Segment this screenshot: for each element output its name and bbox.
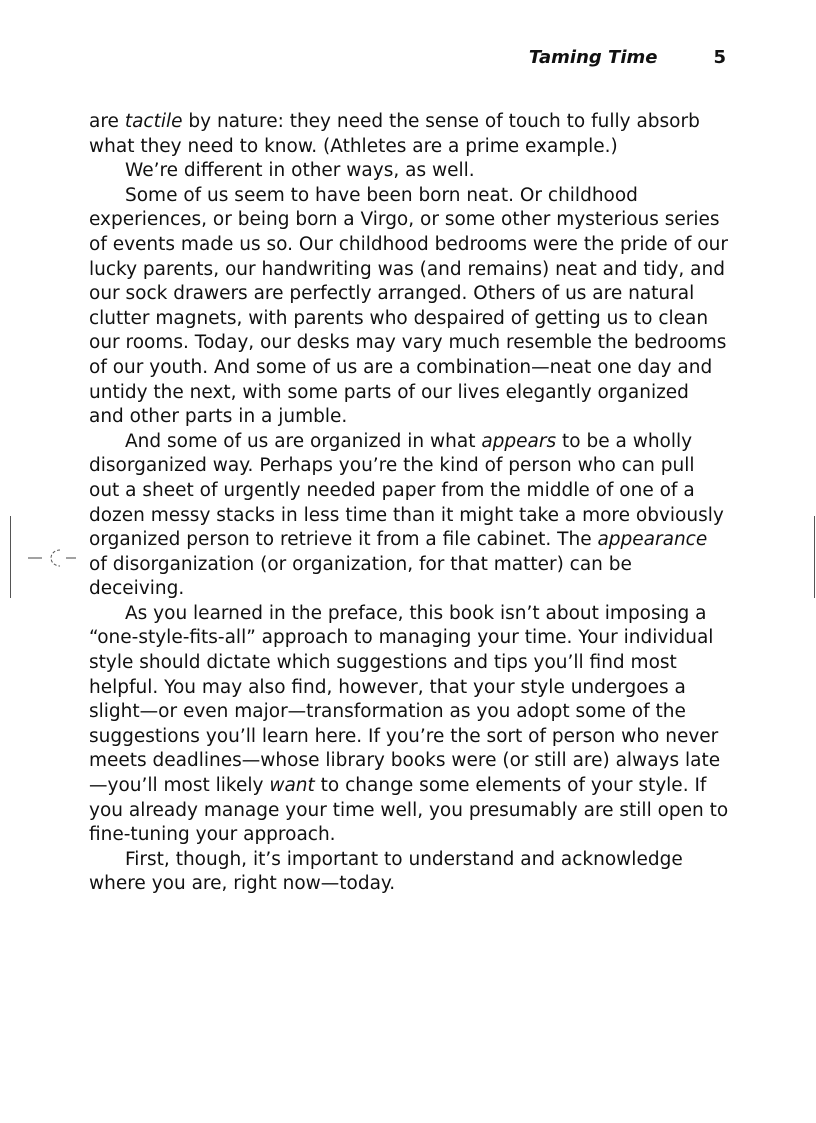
text-run: We’re different in other ways, as well.: [125, 160, 475, 182]
text-run: And some of us are organized in what: [125, 430, 482, 452]
text-run: by nature: they need the sense of touch to fully absorb what they need to know. (Athletes are a prime example.): [89, 111, 700, 157]
text-run: Some of us seem to have been born neat. Or childhood experiences, or being born a Virgo, or some other mysterious series of events made us so. Our childhood bedrooms were the pride of our lucky parents, our handwriting was (and remains) neat and tidy, and our sock drawers are perfectly arranged. Others of us are natural clutter magnets, with parents who despaired of getting us to clean our rooms. Today, our desks may vary much resemble the bedrooms of our youth. And some of us are a combination—neat one day and untidy the next, with some parts of our lives elegantly organized and other parts in a jumble.: [89, 184, 728, 428]
crop-rule-right: [814, 516, 815, 598]
crop-rule-left: [10, 516, 11, 598]
text-run: As you learned in the preface, this book isn’t about imposing a “one-style-fits-all” approach to managing your time. Your individual style should dictate which suggestions and tips you’ll find most helpful. You may also find, however, that your style undergoes a slight—or even major—transformation as you adopt some of the suggestions you’ll learn here. If you’re the sort of person who never meets deadlines—whose library books were (or still are) always late—you’ll most likely: [89, 602, 721, 797]
paragraph: [89, 184, 729, 430]
paragraph: [89, 110, 729, 159]
body-text: [89, 110, 729, 897]
text-run: of disorganization (or organization, for that matter) can be deceiving.: [89, 553, 632, 600]
emphasis-text: want: [269, 775, 315, 797]
paragraph: [89, 602, 729, 848]
page-number: 5: [713, 47, 726, 68]
text-run: to change some elements of your style. If you already manage your time well, you presumably are still open to fine-tuning your approach.: [89, 775, 729, 846]
emphasis-text: tactile: [124, 111, 183, 132]
paragraph: [89, 430, 729, 602]
emphasis-text: appearance: [597, 529, 708, 551]
paragraph: [89, 159, 729, 184]
chapter-title: Taming Time: [528, 47, 658, 68]
text-run: First, though, it’s important to understand and acknowledge where you are, right now—today.: [89, 848, 683, 895]
registration-mark-icon: [28, 546, 80, 570]
running-header: [529, 46, 726, 70]
text-run: to be a wholly disorganized way. Perhaps you’re the kind of person who can pull out a sheet of urgently needed paper from the middle of one of a dozen messy stacks in less time than it might take a more obviously organized person to retrieve it from a file cabinet. The: [89, 430, 724, 551]
emphasis-text: appears: [481, 430, 557, 452]
paragraph: [89, 848, 729, 897]
text-run: are: [89, 111, 125, 132]
